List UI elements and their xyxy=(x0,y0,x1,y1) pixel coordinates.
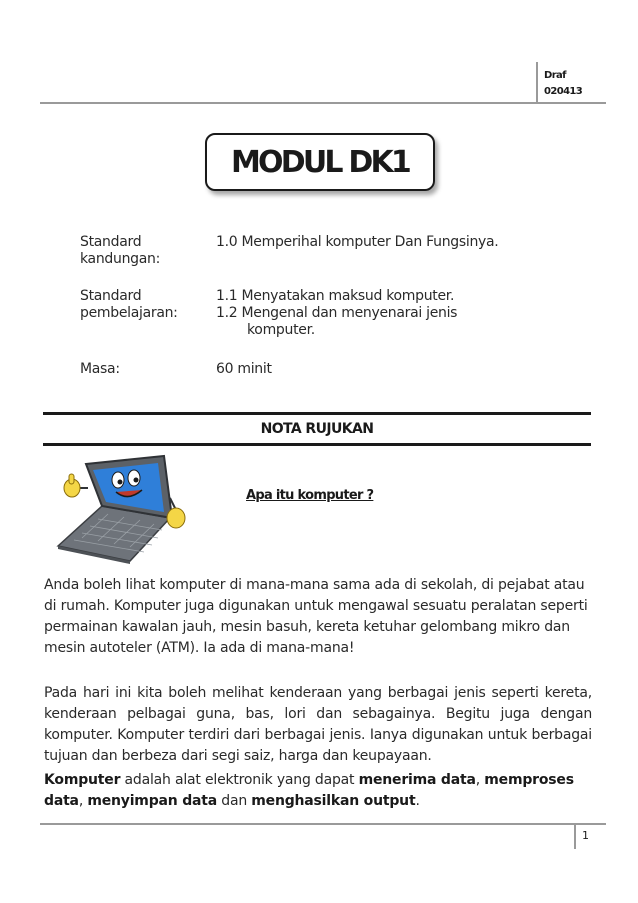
standard-pembelajaran-label: Standard xyxy=(80,288,142,304)
term-menyimpan-data: menyimpan data xyxy=(87,793,218,809)
term-memproses-data: memproses data xyxy=(44,772,574,809)
standard-kandungan-value: 1.0 Memperihal komputer Dan Fungsinya. xyxy=(216,234,499,250)
standard-kandungan-label: Standard xyxy=(80,234,142,250)
laptop-mascot-illustration xyxy=(52,448,190,564)
masa-value: 60 minit xyxy=(216,361,272,377)
nota-top-rule xyxy=(43,412,591,415)
standard-pembelajaran-item-2: 1.2 Mengenal dan menyenarai jenis xyxy=(216,305,458,321)
standard-kandungan-label-2: kandungan: xyxy=(80,251,161,267)
paragraph-1: Anda boleh lihat komputer di mana-mana sama ada di sekolah, di pejabat atau di rumah. Komputer juga digunakan untuk mengawal sesuatu peralatan seperti permainan kawalan jauh, mesin basuh, kereta ketuhar gelombang mikro dan mesin autoteler (ATM). Ia ada di mana-mana! xyxy=(44,577,588,656)
draft-code: 020413 xyxy=(544,86,583,97)
standard-pembelajaran-label-2: pembelajaran: xyxy=(80,305,178,321)
p3-text-5: . xyxy=(415,793,420,809)
page-title: MODUL DK1 xyxy=(230,144,409,180)
term-menghasilkan-output: menghasilkan output xyxy=(251,793,416,809)
p3-text-1: adalah alat elektronik yang dapat xyxy=(120,772,359,788)
nota-heading: NOTA RUJUKAN xyxy=(260,421,374,437)
p3-text-3: , xyxy=(78,793,88,809)
p3-text-2: , xyxy=(475,772,485,788)
paragraph-3 xyxy=(44,770,592,812)
nota-bottom-rule xyxy=(43,443,591,446)
paragraph-2: Pada hari ini kita boleh melihat kenderaan yang berbagai jenis seperti kereta, kenderaan pelbagai guna, bas, lori dan sebagainya. Begitu juga dengan komputer. Komputer terdiri dari berbagai jenis. Ianya digunakan untuk berbagai tujuan dan berbeza dari segi saiz, harga dan keupayaan. xyxy=(44,685,592,764)
footer-rule xyxy=(40,823,606,825)
standard-pembelajaran-item-1: 1.1 Menyatakan maksud komputer. xyxy=(216,288,455,304)
standard-pembelajaran-item-2-cont: komputer. xyxy=(247,322,315,338)
title-box xyxy=(205,133,435,191)
term-komputer: Komputer xyxy=(44,772,121,788)
header-rule xyxy=(40,102,606,104)
term-menerima-data: menerima data xyxy=(358,772,476,788)
page-number: 1 xyxy=(582,829,589,842)
question-heading: Apa itu komputer ? xyxy=(246,488,374,503)
footer-box xyxy=(574,825,606,849)
draft-label: Draf xyxy=(544,70,566,81)
p3-text-4: dan xyxy=(217,793,252,809)
masa-label: Masa: xyxy=(80,361,120,377)
